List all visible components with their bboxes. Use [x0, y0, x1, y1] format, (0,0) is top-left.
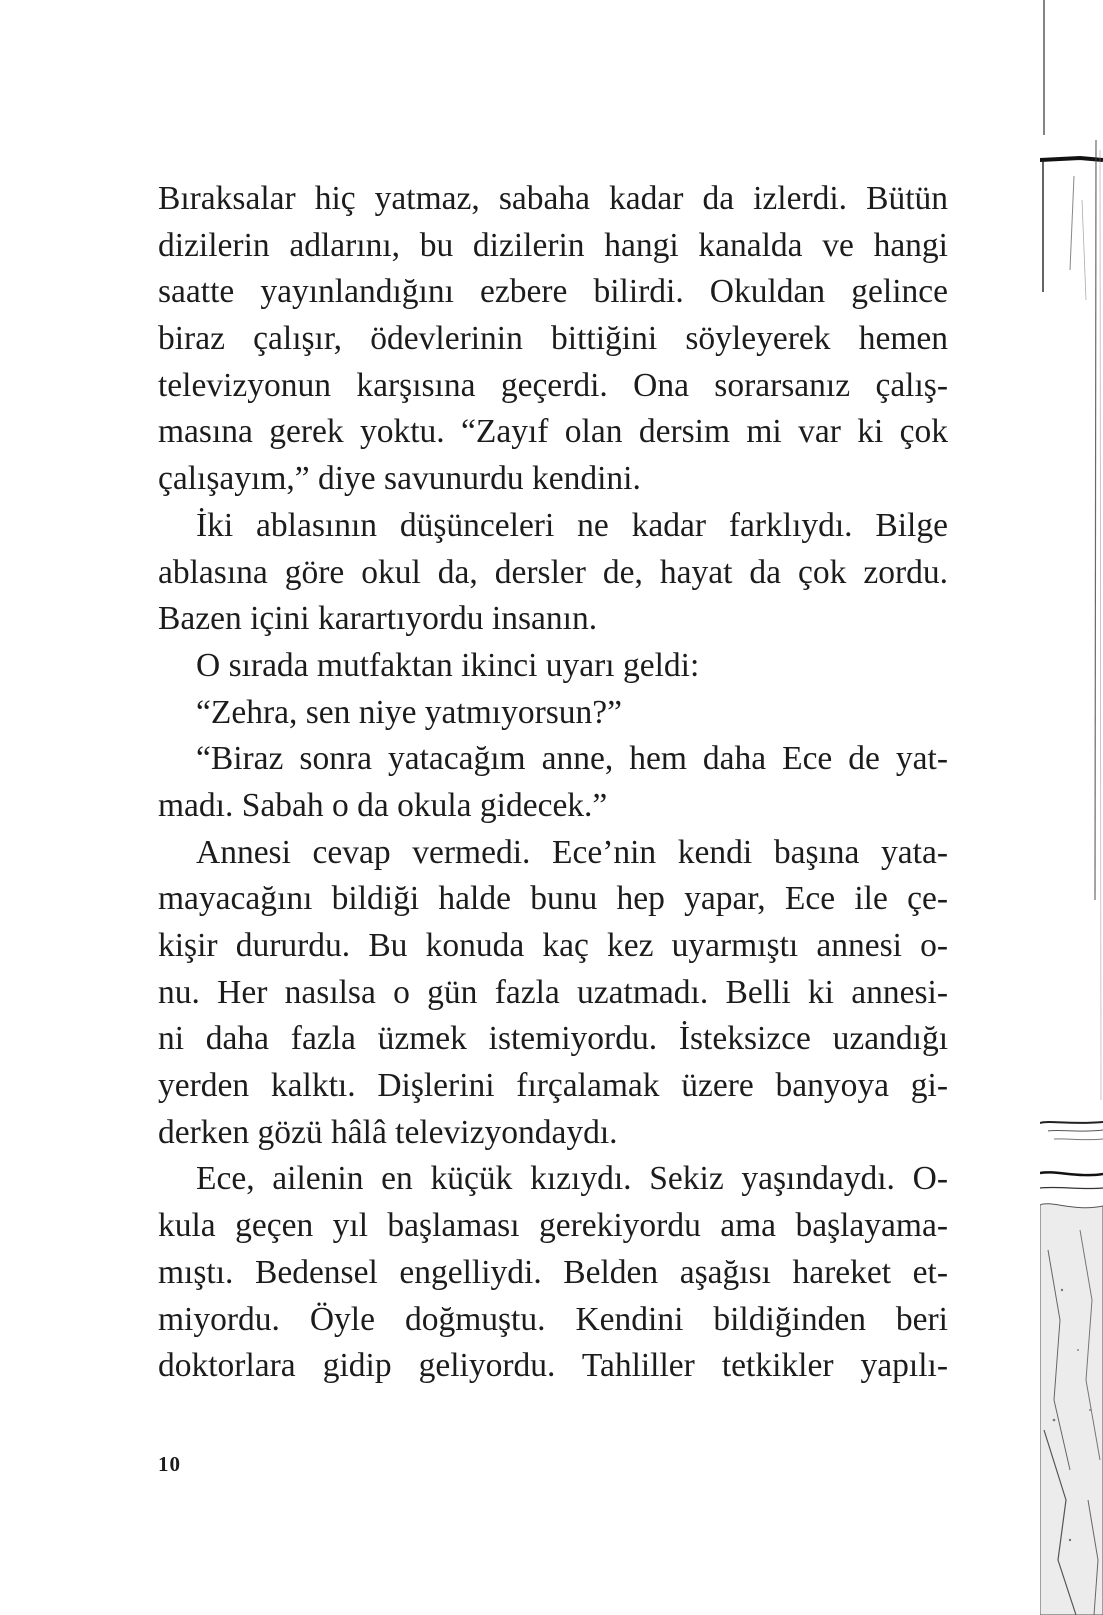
- text-line: televizyonun karşısına geçerdi. Ona sorarsanız çalış-: [158, 366, 948, 404]
- text-line: masına gerek yoktu. “Zayıf olan dersim mi var ki çok: [158, 413, 948, 451]
- text-line: Annesi cevap vermedi. Ece’nin kendi başına yata-: [196, 833, 948, 871]
- text-line: mıştı. Bedensel engelliydi. Belden aşağısı hareket et-: [158, 1253, 948, 1291]
- text-line: ni daha fazla üzmek istemiyordu. İsteksizce uzandığı: [158, 1020, 948, 1058]
- text-line: Bıraksalar hiç yatmaz, sabaha kadar da izlerdi. Bütün: [158, 180, 948, 217]
- text-line: kula geçen yıl başlaması gerekiyordu ama başlayama-: [158, 1207, 948, 1245]
- text-line: O sırada mutfaktan ikinci uyarı geldi:: [196, 646, 700, 684]
- text-line: mayacağını bildiği halde bunu hep yapar, Ece ile çe-: [158, 880, 948, 918]
- text-line: nu. Her nasılsa o gün fazla uzatmadı. Belli ki annesi-: [158, 973, 948, 1011]
- text-line: “Biraz sonra yatacağım anne, hem daha Ece de yat-: [196, 740, 948, 778]
- text-line: yerden kalktı. Dişlerini fırçalamak üzere banyoya gi-: [158, 1067, 948, 1105]
- edge-illustration: [1040, 0, 1103, 1615]
- text-line: dizilerin adlarını, bu dizilerin hangi kanalda ve hangi: [158, 226, 948, 264]
- text-line: “Zehra, sen niye yatmıyorsun?”: [196, 693, 623, 731]
- text-line: ablasına göre okul da, dersler de, hayat da çok zordu.: [158, 553, 948, 591]
- text-line: doktorlara gidip geliyordu. Tahliller tetkikler yapılı-: [158, 1347, 948, 1385]
- text-line: biraz çalışır, ödevlerinin bittiğini söyleyerek hemen: [158, 320, 948, 358]
- body-text: [158, 176, 948, 1390]
- text-line: saatte yayınlandığını ezbere bilirdi. Okuldan gelince: [158, 273, 948, 311]
- text-line: madı. Sabah o da okula gidecek.”: [158, 786, 608, 824]
- text-line: miyordu. Öyle doğmuştu. Kendini bildiğinden beri: [158, 1300, 948, 1338]
- text-line: çalışayım,” diye savunurdu kendini.: [158, 460, 641, 498]
- text-line: kişir dururdu. Bu konuda kaç kez uyarmıştı annesi o-: [158, 927, 948, 964]
- text-line: Bazen içini karartıyordu insanın.: [158, 600, 598, 638]
- text-line: İki ablasının düşünceleri ne kadar farklıydı. Bilge: [196, 506, 948, 544]
- text-line: Ece, ailenin en küçük kızıydı. Sekiz yaşındaydı. O-: [196, 1160, 948, 1198]
- page-number: 10: [158, 1452, 181, 1476]
- text-line: derken gözü hâlâ televizyondaydı.: [158, 1113, 618, 1151]
